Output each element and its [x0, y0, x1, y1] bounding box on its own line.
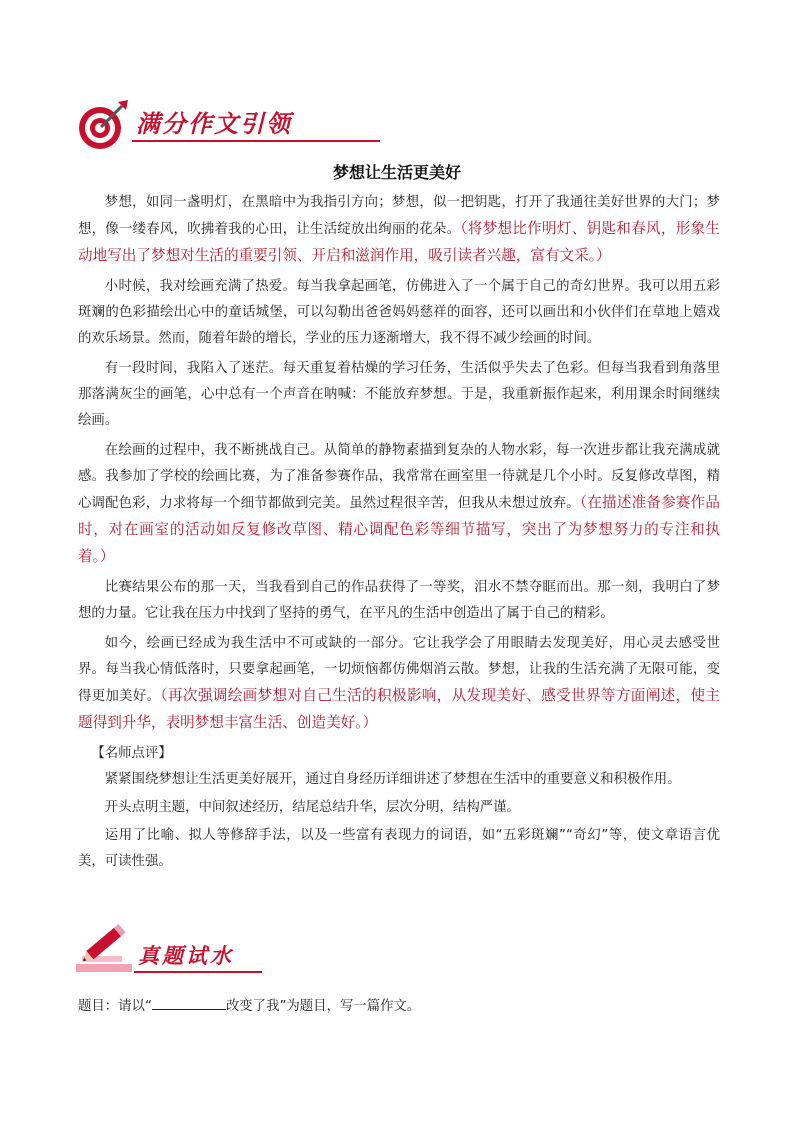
fill-blank [152, 995, 226, 1010]
header-underline [132, 140, 380, 142]
essay-title: 梦想让生活更美好 [332, 163, 461, 182]
paragraph-text: 在绘画的过程中，我不断挑战自己。从简单的静物素描到复杂的人物水彩，每一次进步都让我充满成就感。我参加了学校的绘画比赛，为了准备参赛作品，我常常在画室里一待就是几个小时。反复修改草图，精心调配色彩，力求将每一个细节都做到完美。虽然过程很辛苦，但我从未想过放弃。 [78, 443, 720, 511]
essay-paragraph-5 [78, 575, 720, 627]
annotation-note: （在描述准备参赛作品时，对在画室的活动如反复修改草图、精心调配色彩等细节描写，突出了为梦想努力的专注和执着。） [78, 494, 720, 565]
section-header-badge [74, 96, 334, 152]
annotation-note: （再次强调绘画梦想对自己生活的积极影响，从发现美好、感受世界等方面阐述，使主题得到升华，表明梦想丰富生活、创造美好。） [78, 687, 720, 731]
teacher-comment [78, 741, 720, 875]
essay-paragraph-6 [78, 631, 720, 737]
essay-paragraph-2 [78, 274, 720, 352]
section-title: 满分作文引领 [136, 109, 292, 138]
essay-body [78, 190, 720, 877]
paragraph-text: 比赛结果公布的那一天，当我看到自己的作品获得了一等奖，泪水不禁夺眶而出。那一刻，我明白了梦想的力量。它让我在压力中找到了坚持的勇气，在平凡的生活中创造出了属于自己的精彩。 [78, 580, 720, 621]
essay-paragraph-4 [78, 438, 720, 571]
question-suffix: 改变了我”为题目，写一篇作文。 [225, 999, 421, 1014]
comment-line: 开头点明主题，中间叙述经历，结尾总结升华，层次分明，结构严谨。 [104, 800, 520, 815]
essay-paragraph-1 [78, 190, 720, 270]
annotation-note: （将梦想比作明灯、钥匙和春风，形象生动地写出了梦想对生活的重要引领、开启和滋润作用，吸引读者兴趣，富有文采。） [78, 220, 721, 264]
comment-heading: 【名师点评】 [91, 746, 172, 761]
practice-question [78, 995, 420, 1018]
paragraph-text: 梦想，如同一盏明灯，在黑暗中为我指引方向；梦想，似一把钥匙，打开了我通往美好世界的大门；梦想，像一缕春风，吹拂着我的心田，让生活绽放出绚丽的花朵。 [78, 195, 720, 237]
comment-line: 运用了比喻、拟人等修辞手法，以及一些富有表现力的词语，如“五彩斑斓”“奇幻”等，使文章语言优美，可读性强。 [78, 828, 720, 869]
pencil-icon [72, 918, 142, 978]
comment-line: 紧紧围绕梦想让生活更美好展开，通过自身经历详细讲述了梦想在生活中的重要意义和积极作用。 [104, 772, 681, 787]
practice-header-badge [72, 918, 272, 982]
target-arrow-icon [74, 96, 134, 152]
paragraph-text: 如今，绘画已经成为我生活中不可或缺的一部分。它让我学会了用眼睛去发现美好，用心灵去感受世界。每当我心情低落时，只要拿起画笔，一切烦恼都仿佛烟消云散。梦想，让我的生活充满了无限可能，变得更加美好。 [78, 636, 720, 704]
practice-underline [134, 971, 262, 973]
paragraph-text: 小时候，我对绘画充满了热爱。每当我拿起画笔，仿佛进入了一个属于自己的奇幻世界。我可以用五彩斑斓的色彩描绘出心中的童话城堡，可以勾勒出爸爸妈妈慈祥的面容，还可以画出和小伙伴们在草地上嬉戏的欢乐场景。然而，随着年龄的增长，学业的压力逐渐增大，我不得不减少绘画的时间。 [78, 279, 720, 346]
question-prefix: 题目：请以“ [78, 999, 152, 1014]
practice-title: 真题试水 [138, 943, 234, 968]
paragraph-text: 有一段时间，我陷入了迷茫。每天重复着枯燥的学习任务，生活似乎失去了色彩。但每当我看到角落里那落满灰尘的画笔，心中总有一个声音在呐喊：不能放弃梦想。于是，我重新振作起来，利用课余时间继续绘画。 [78, 361, 720, 428]
essay-paragraph-3 [78, 356, 720, 434]
